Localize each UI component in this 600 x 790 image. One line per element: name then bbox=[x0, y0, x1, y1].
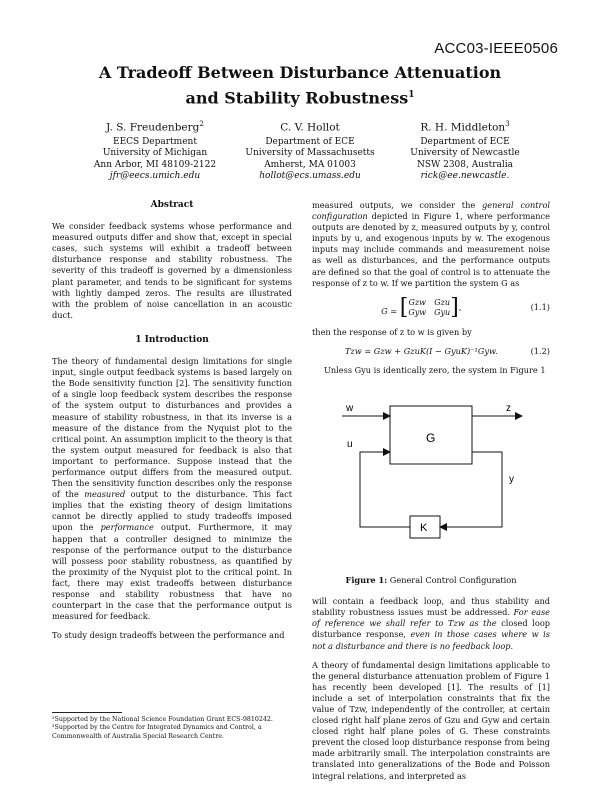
partition-matrix: [ Gzw Gzu Gyw Gyu ] , bbox=[399, 294, 462, 320]
abstract-heading: Abstract bbox=[150, 200, 194, 210]
right-paragraph-4: will contain a feedback loop, and thus stability and stability robustness issues must be addressed. For ease of reference we shall refer to Tzw as the closed loop disturbance response, even in those cases where w is not a disturbance and there is no feedback loop. bbox=[312, 596, 550, 651]
right-paragraph-5: A theory of fundamental design limitations applicable to the general disturbance attenuation problem of Figure 1 has recently been developed [1]. The results of [1] include a set of interpolation constraints that fix the value of Tzw, independently of the controller, at certain closed right half plane zeros of Gzu and Gyw and certain closed right half plane poles of G. These constraints prevent the closed loop disturbance response from being made arbitrarily small. The interpolation constraints are translated into generalizations of the Bode and Poisson integral relations, and interpreted as bbox=[312, 659, 550, 781]
author-freudenberg: J. S. Freudenberg$^2$ EECS Department University of Michigan Ann Arbor, MI 48109-2122 jfr@eecs.umich.edu bbox=[80, 117, 230, 183]
footnote-3: ³Supported by the Centre for Integrated Dynamics and Control, a Commonwealth of Australia Special Research Centre. bbox=[52, 724, 262, 740]
intro-paragraph-1: The theory of fundamental design limitations for single input, single output feedback systems is based largely on the Bode sensitivity function [2]. The sensitivity function of a single loop feedback system describes the response of the system output to disturbances and provides a measure of stability robustness, in that its inverse is a measure of the distance from the Nyquist plot to the critical point. An assumption implicit to the theory is that the system output measured for feedback is also that important to performance. Suppose instead that the performance output differs from the measured output. Then the sensitivity function describes only the response of the measured output to the disturbance. This fact implies that the existing theory of design limitations cannot be directly applied to study tradeoffs imposed upon the performance output. Furthermore, it may happen that a controller designed to minimize the response of the performance output to the disturbance will possess poor stability robustness, as quantified by the proximity of the Nyquist plot to the critical point. In fact, there may exist tradeoffs between disturbance response and stability robustness that have no counterpart in the case that the performance output is measured for feedback. bbox=[52, 356, 292, 622]
right-paragraph-1: measured outputs, we consider the general control configuration depicted in Figure 1, where performance outputs are denoted by z, measured outputs by y, control inputs by u, and exogenous inputs by w. The exogenous inputs may include commands and measurement noise as well as disturbances, and the performance outputs are defined so that the goal of control is to attenuate the response of z to w. If we partition the system G as bbox=[312, 200, 551, 288]
conference-id: ACC03-IEEE0506 bbox=[434, 40, 558, 57]
title-line-1: A Tradeoff Between Disturbance Attenuation bbox=[98, 63, 502, 82]
figure-caption: Figure 1: General Control Configuration bbox=[345, 575, 517, 586]
figure-1-block-diagram bbox=[312, 384, 550, 569]
label-k: K bbox=[420, 522, 428, 535]
author-list bbox=[80, 117, 540, 183]
author-hollot: C. V. Hollot Department of ECE University of Massachusetts Amherst, MA 01003 hollot@ecs.umass.edu bbox=[235, 117, 385, 183]
label-y: y bbox=[509, 474, 514, 486]
abstract-text: We consider feedback systems whose performance and measured outputs differ and show that, except in special cases, such systems will exhibit a tradeoff between disturbance response and stability robustness. The severity of this tradeoff is governed by a dimensionless plant parameter, and tends to be significant for systems with lightly damped zeros. The results are illustrated with the problem of noise cancellation in an acoustic duct. bbox=[52, 221, 292, 320]
left-column bbox=[52, 200, 292, 649]
right-column bbox=[312, 200, 550, 790]
label-g: G bbox=[426, 431, 436, 446]
signal-u-line bbox=[360, 452, 410, 527]
author-middleton: R. H. Middleton$^3$ Department of ECE University of Newcastle NSW 2308, Australia rick@ee.newcastle. bbox=[390, 117, 540, 183]
section-heading-introduction: 1 Introduction bbox=[135, 334, 209, 345]
title-line-2: and Stability Robustness$^1$ bbox=[185, 88, 415, 108]
footnotes bbox=[52, 712, 292, 741]
footnote-2: ²Supported by the National Science Foundation Grant ECS-9810242. bbox=[52, 716, 273, 723]
intro-paragraph-2: To study design tradeoffs between the performance and bbox=[52, 630, 285, 641]
equation-1-1: G = [ Gzw Gzu Gyw Gyu ] , (1.1) bbox=[381, 294, 550, 320]
equation-1-2: Tzw = Gzw + GzuK(I − GyuK)⁻¹Gyw. (1.2) bbox=[344, 345, 550, 356]
right-paragraph-3: Unless Gyu is identically zero, the system in Figure 1 bbox=[324, 364, 546, 375]
label-u: u bbox=[347, 439, 353, 451]
author-email: jfr@eecs.umich.edu bbox=[109, 171, 201, 181]
label-z: z bbox=[506, 403, 511, 415]
equation-number: (1.1) bbox=[530, 302, 550, 313]
author-email: hollot@ecs.umass.edu bbox=[259, 171, 361, 181]
paper-title bbox=[60, 62, 540, 109]
right-paragraph-2: then the response of z to w is given by bbox=[312, 326, 472, 337]
author-email: rick@ee.newcastle. bbox=[420, 171, 510, 181]
equation-number: (1.2) bbox=[530, 345, 550, 356]
signal-y-line bbox=[440, 452, 502, 527]
label-w: w bbox=[346, 403, 354, 415]
